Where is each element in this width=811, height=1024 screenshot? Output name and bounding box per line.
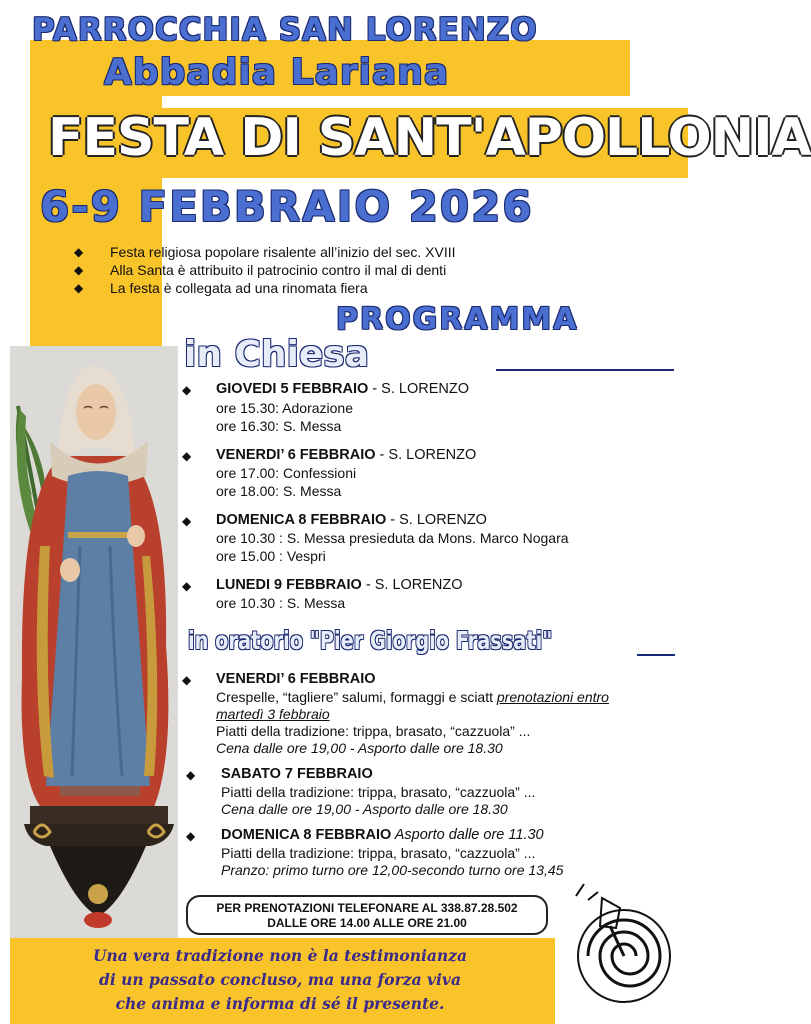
bullet-icon: ◆ [182,449,192,463]
bullet-icon: ◆ [74,281,84,295]
day-heading [221,827,544,844]
bullet-icon: ◆ [182,579,192,593]
compagnia-logo [562,878,692,1018]
day-heading [216,512,487,529]
menu-text: Crespelle, “tagliere” salumi, formaggi e sciatt [216,689,497,705]
day-label: VENERDI’ 6 FEBBRAIO [216,671,376,687]
intro-item: Alla Santa è attribuito il patrocinio contro il mal di denti [110,262,447,278]
quote-line: che anima e informa di sé il presente. [115,994,445,1013]
bullet-icon: ◆ [74,245,84,259]
schedule-line: ore 10.30 : S. Messa [216,595,346,611]
intro-item: La festa è collegata ad una rinomata fiera [110,280,368,296]
day-place: - S. LORENZO [386,512,487,528]
schedule-line: ore 15.00 : Vespri [216,548,326,564]
hours-line: DALLE ORE 14.00 ALLE ORE 21.00 [267,916,467,930]
asporto-note: Asporto dalle ore 11.30 [391,827,544,843]
day-label: DOMENICA 8 FEBBRAIO [221,827,392,843]
day-heading [216,577,463,594]
saint-statue-image [10,346,178,938]
day-heading [216,447,476,464]
chiesa-heading: in Chiesa [184,334,370,375]
schedule-line: ore 17.00: Confessioni [216,465,357,481]
day-label: GIOVEDI 5 FEBBRAIO [216,381,369,397]
menu-line: Piatti della tradizione: trippa, brasato, “cazzuola” ... [221,845,536,861]
day-label: LUNEDI 9 FEBBRAIO [216,577,362,593]
reservation-box [186,895,548,935]
menu-line: Piatti della tradizione: trippa, brasato, “cazzuola” ... [216,723,531,739]
bullet-icon: ◆ [74,263,84,277]
oratorio-underline [637,654,675,656]
oratorio-heading: in oratorio "Pier Giorgio Frassati" [188,626,553,655]
reservation-note: prenotazioni entro [496,689,609,705]
day-place: - S. LORENZO [375,447,477,463]
menu-line: Piatti della tradizione: trippa, brasato, “cazzuola” ... [221,784,536,800]
quote-line: Una vera tradizione non è la testimonianza [92,946,468,965]
phone-line: PER PRENOTAZIONI TELEFONARE AL 338.87.28.502 [216,901,518,915]
bullet-icon: ◆ [186,829,196,843]
schedule-line: ore 16.30: S. Messa [216,418,342,434]
bullet-icon: ◆ [182,673,192,687]
day-heading [216,381,469,398]
menu-line [216,689,609,706]
day-label: SABATO 7 FEBBRAIO [221,766,373,782]
quote-block [60,944,500,1016]
day-label: DOMENICA 8 FEBBRAIO [216,512,387,528]
bullet-icon: ◆ [182,514,192,528]
time-line: Cena dalle ore 19,00 - Asporto dalle ore 18.30 [221,801,508,817]
festa-title: FESTA DI SANT'APOLLONIA [48,108,811,168]
schedule-line: ore 15.30: Adorazione [216,400,353,416]
intro-item: Festa religiosa popolare risalente all’inizio del sec. XVIII [110,244,456,260]
reservation-note: martedì 3 febbraio [216,706,330,722]
time-line: Pranzo: primo turno ore 12,00-secondo turno ore 13,45 [221,862,564,878]
bullet-icon: ◆ [186,768,196,782]
quote-line: di un passato concluso, ma una forza viva [98,970,461,989]
bullet-icon: ◆ [182,383,192,397]
dates-title: 6-9 FEBBRAIO 2026 [40,182,534,231]
day-place: - S. LORENZO [368,381,469,397]
chiesa-underline [496,369,674,371]
day-place: - S. LORENZO [361,577,463,593]
schedule-line: ore 10.30 : S. Messa presieduta da Mons. Marco Nogara [216,530,569,546]
time-line: Cena dalle ore 19,00 - Asporto dalle ore 18.30 [216,740,503,756]
town-title: Abbadia Lariana [104,52,450,93]
schedule-line: ore 18.00: S. Messa [216,483,342,499]
programma-heading: PROGRAMMA [336,302,579,337]
day-label: VENERDI’ 6 FEBBRAIO [216,447,376,463]
parish-title: PARROCCHIA SAN LORENZO [32,12,538,48]
